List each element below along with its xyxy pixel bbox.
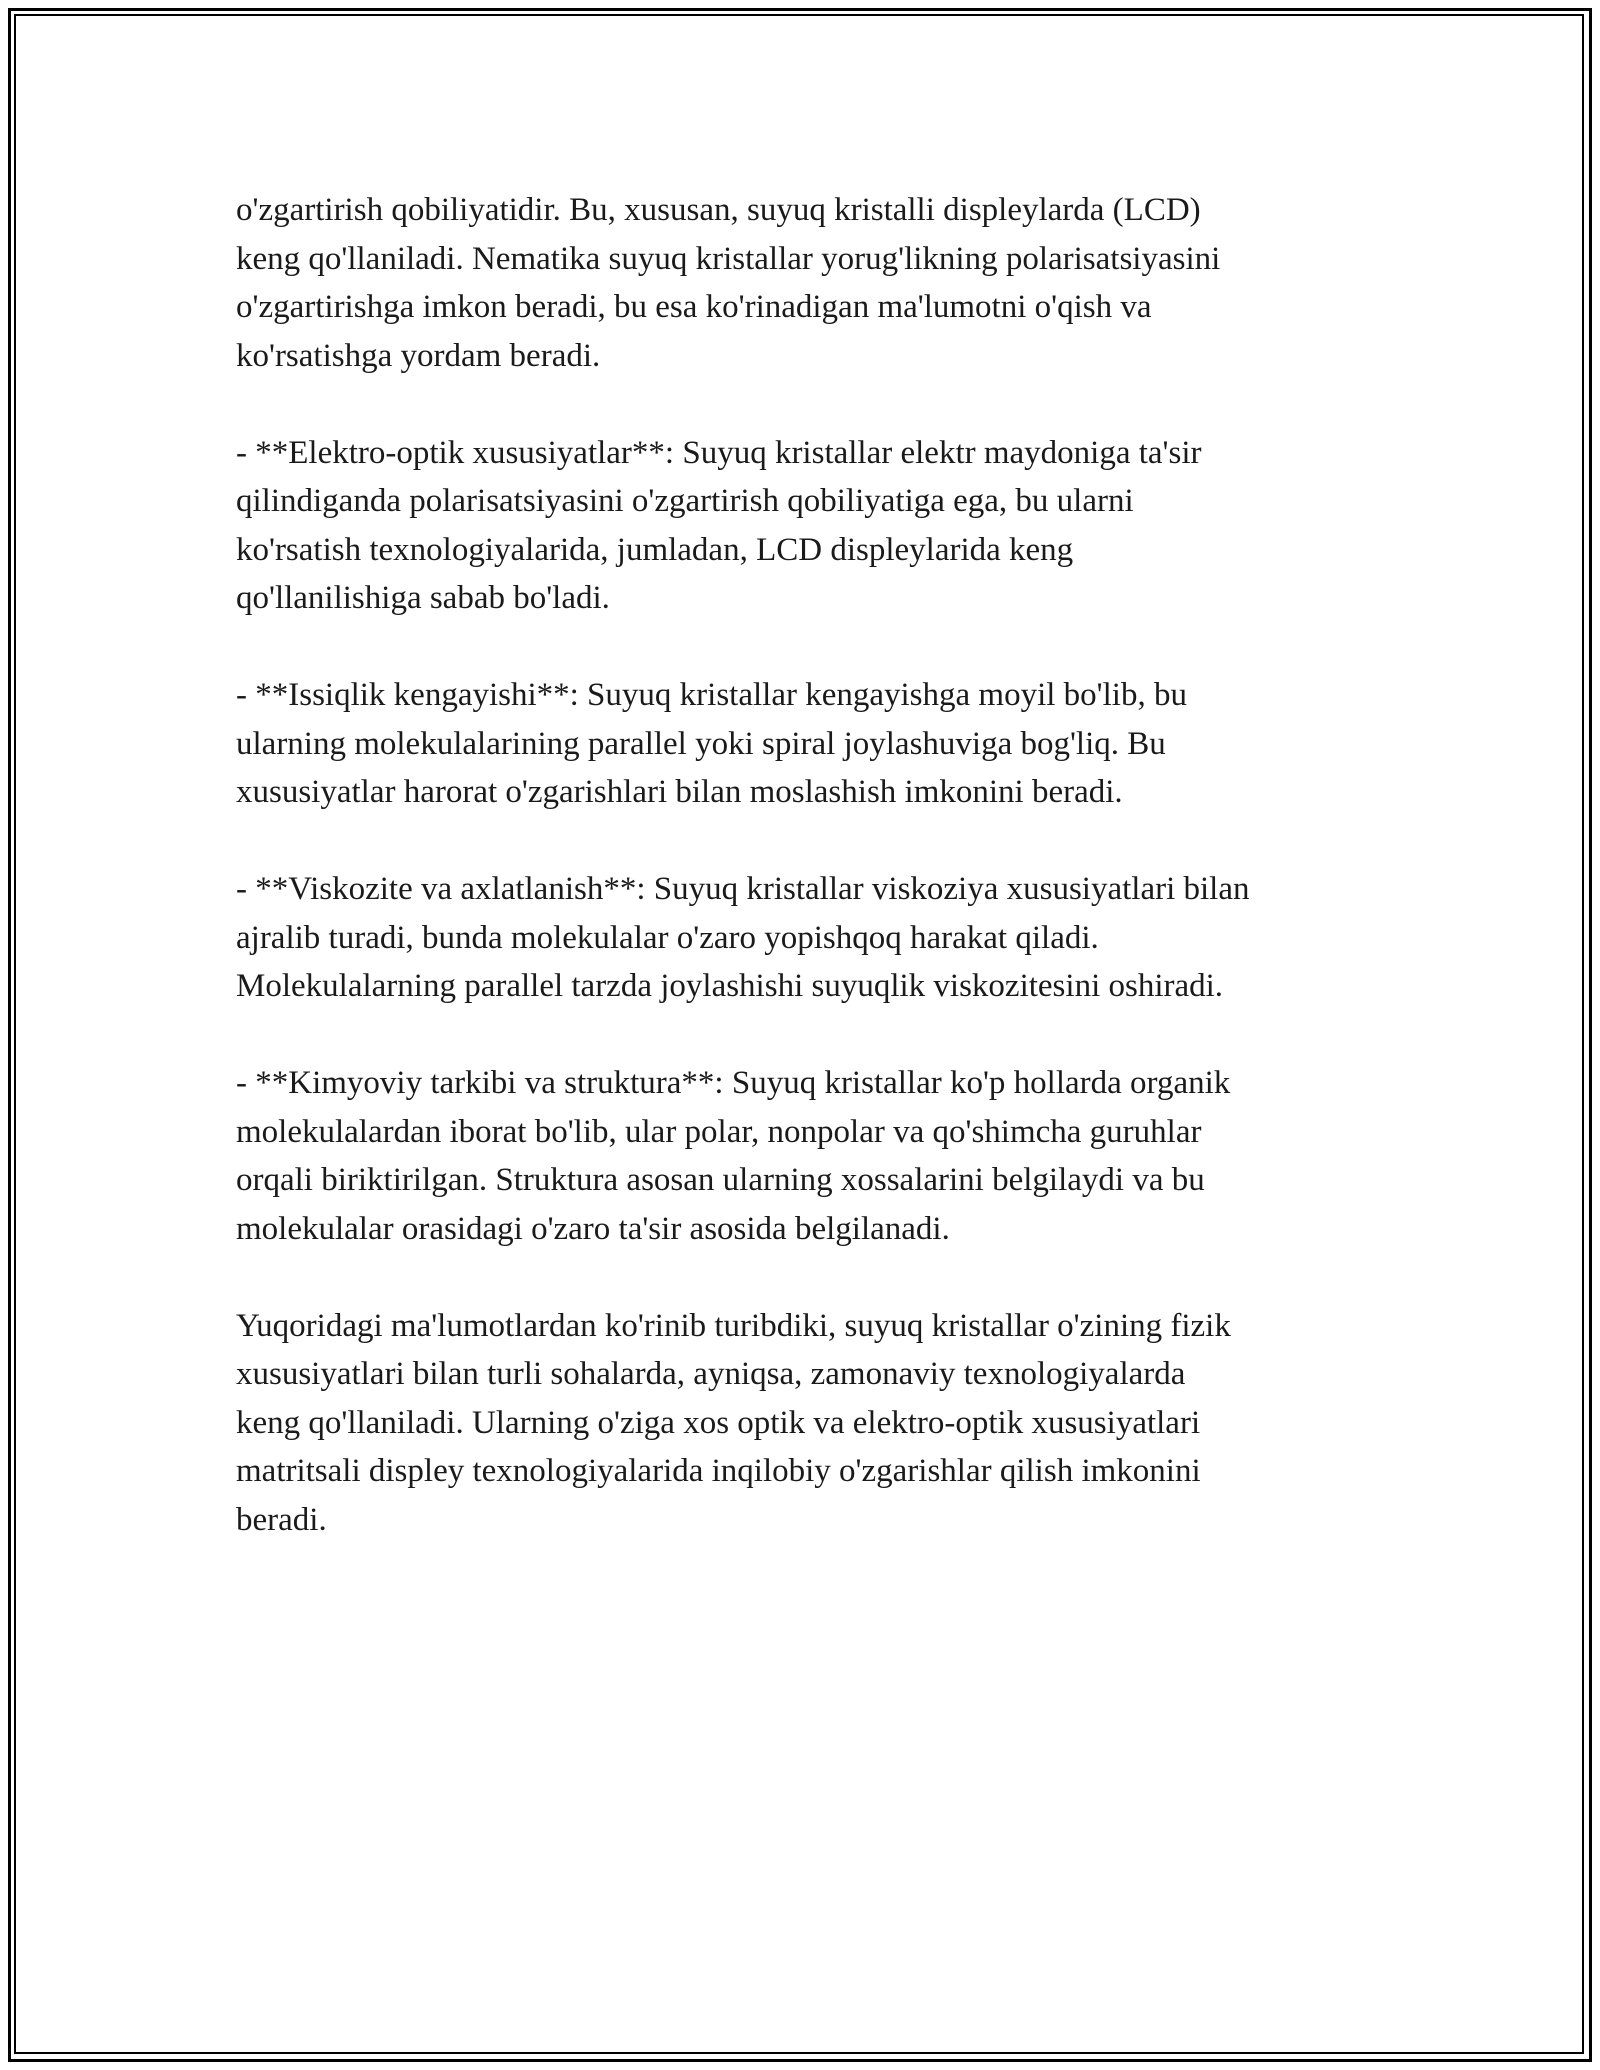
document-body — [236, 186, 1386, 1593]
paragraph-intro-continuation: o'zgartirish qobiliyatidir. Bu, xususan, suyuq kristalli displeylarda (LCD) keng qo'llaniladi. Nematika suyuq kristallar yorug'likning polarisatsiyasini o'zgartirishga imkon beradi, bu esa ko'rinadigan ma'lumotni o'qish va ko'rsatishga yordam beradi. — [236, 192, 1221, 374]
paragraph-conclusion: Yuqoridagi ma'lumotlardan ko'rinib turibdiki, suyuq kristallar o'zining fizik xususiyatlari bilan turli sohalarda, ayniqsa, zamonaviy texnologiyalarda keng qo'llaniladi. Ularning o'ziga xos optik va elektro-optik xususiyatlari matritsali displey texnologiyalarida inqilobiy o'zgarishlar qilish imkonini beradi. — [236, 1307, 1231, 1538]
paragraph-chemical-composition: - **Kimyoviy tarkibi va struktura**: Suyuq kristallar ko'p hollarda organik molekulalardan iborat bo'lib, ular polar, nonpolar va qo'shimcha guruhlar orqali biriktirilgan. Struktura asosan ularning xossalarini belgilaydi va bu molekulalar orasidagi o'zaro ta'sir asosida belgilanadi. — [236, 1065, 1231, 1247]
paragraph-thermal-expansion: - **Issiqlik kengayishi**: Suyuq kristallar kengayishga moyil bo'lib, bu ularning molekulalarining parallel yoki spiral joylashuviga bog'liq. Bu xususiyatlar harorat o'zgarishlari bilan moslashish imkonini beradi. — [236, 677, 1187, 810]
paragraph-viscosity: - **Viskozite va axlatlanish**: Suyuq kristallar viskoziya xususiyatlari bilan ajralib turadi, bunda molekulalar o'zaro yopishqoq harakat qiladi. Molekulalarning parallel tarzda joylashishi suyuqlik viskozitesini oshiradi. — [236, 871, 1250, 1004]
paragraph-electro-optical-properties: - **Elektro-optik xususiyatlar**: Suyuq kristallar elektr maydoniga ta'sir qilindiganda polarisatsiyasini o'zgartirish qobiliyatiga ega, bu ularni ko'rsatish texnologiyalarida, jumladan, LCD displeylarida keng qo'llanilishiga sabab bo'ladi. — [236, 434, 1202, 616]
